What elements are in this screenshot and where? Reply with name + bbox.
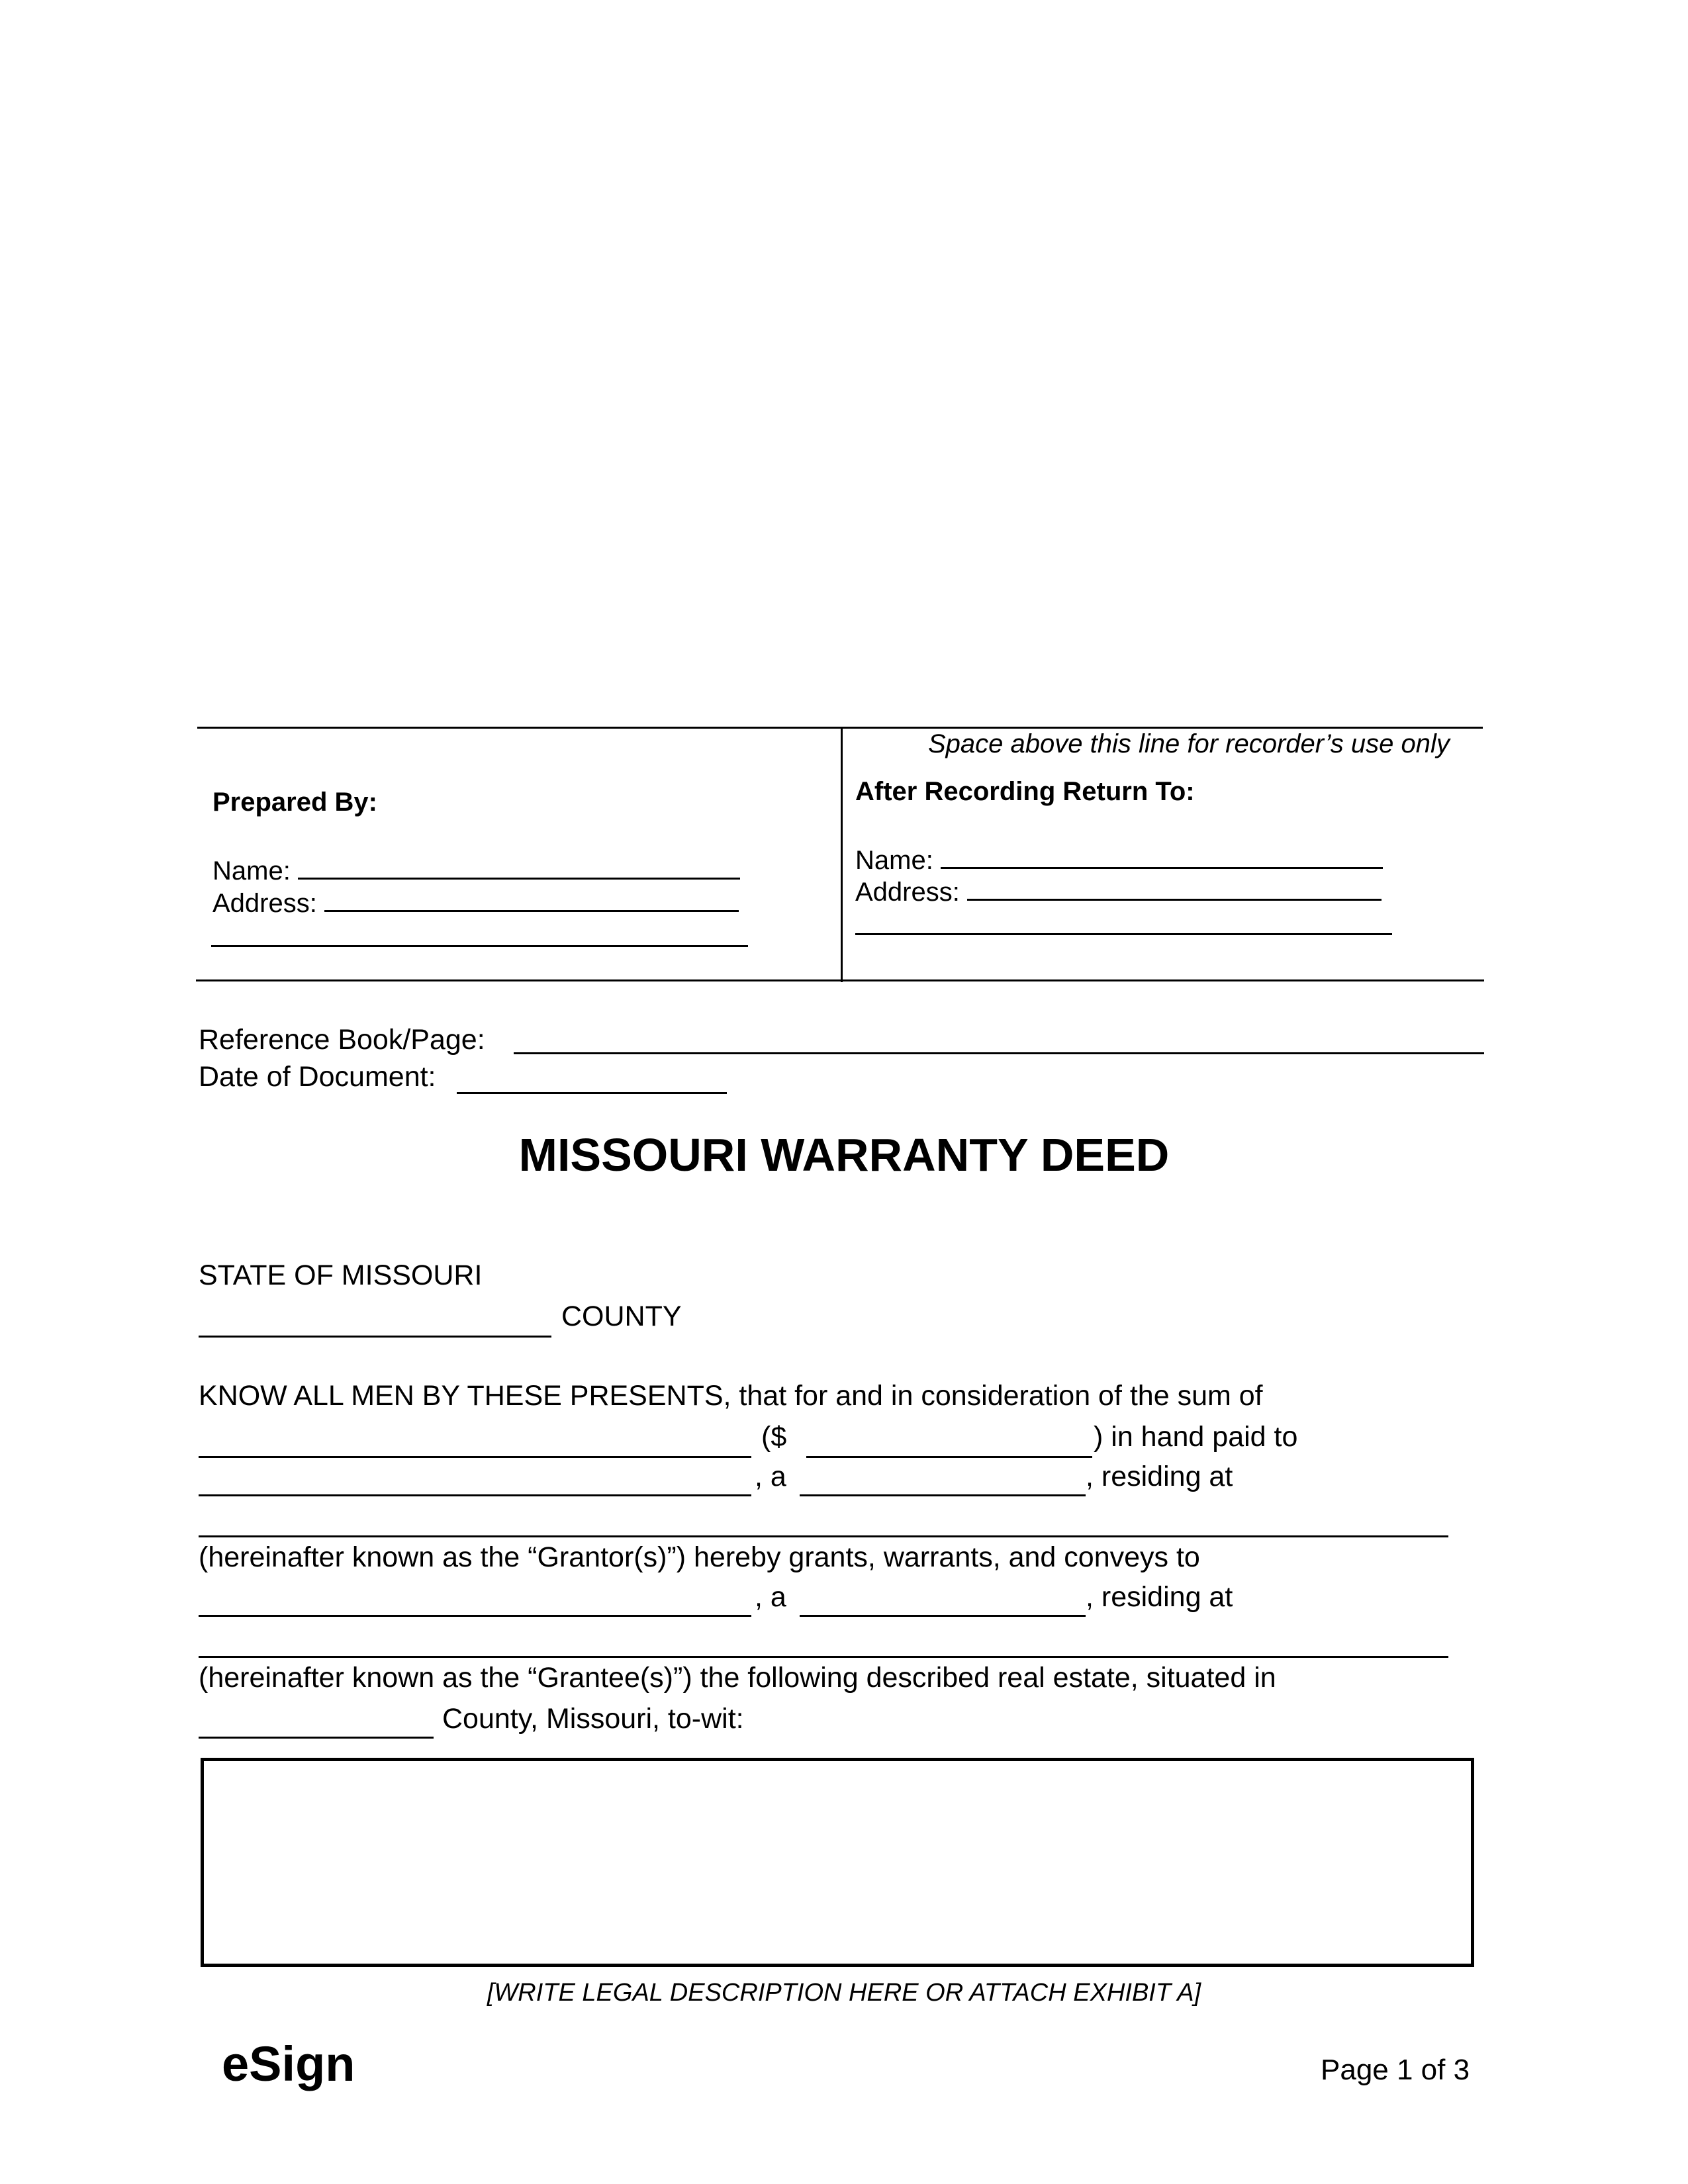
legal-description-caption: [WRITE LEGAL DESCRIPTION HERE OR ATTACH EXHIBIT A] (487, 1979, 1201, 2007)
return-to-name-row (855, 844, 1383, 874)
reference-book-page-label: Reference Book/Page: (199, 1024, 485, 1056)
prepared-by-title: Prepared By: (212, 788, 377, 817)
grantor-a-text: , a (755, 1461, 786, 1492)
grantee-marital-status-field[interactable] (800, 1615, 1086, 1617)
grantor-clause: (hereinafter known as the “Grantor(s)”) hereby grants, warrants, and conveys to (199, 1541, 1200, 1573)
prepared-by-address-line2[interactable] (211, 945, 748, 947)
consideration-amount-field[interactable] (806, 1456, 1092, 1458)
return-to-address-label: Address: (855, 878, 960, 907)
body-line-1: KNOW ALL MEN BY THESE PRESENTS, that for and in consideration of the sum of (199, 1380, 1263, 1412)
prepared-by-address-label: Address: (212, 889, 317, 918)
header-top-rule (197, 727, 1483, 729)
county-missouri-text: County, Missouri, to-wit: (442, 1703, 744, 1735)
county-field[interactable] (199, 1336, 551, 1338)
grantor-name-field[interactable] (199, 1494, 751, 1496)
state-name: STATE OF MISSOURI (199, 1259, 483, 1291)
grantor-address-field[interactable] (199, 1535, 1448, 1537)
grantee-residing-text: , residing at (1086, 1581, 1233, 1613)
header-divider (841, 727, 843, 982)
legal-description-box[interactable] (201, 1758, 1474, 1967)
grantor-residing-text: , residing at (1086, 1461, 1233, 1492)
in-hand-paid-text: ) in hand paid to (1094, 1421, 1298, 1453)
page-number: Page 1 of 3 (1321, 2054, 1470, 2086)
consideration-words-field[interactable] (199, 1456, 751, 1458)
return-to-name-label: Name: (855, 846, 933, 875)
recorder-note: Space above this line for recorder’s use only (928, 729, 1450, 758)
prepared-by-name-row (212, 855, 740, 884)
document-title: MISSOURI WARRANTY DEED (518, 1129, 1170, 1181)
return-to-title: After Recording Return To: (855, 777, 1195, 806)
grantee-a-text: , a (755, 1581, 786, 1613)
date-of-document-label: Date of Document: (199, 1061, 436, 1093)
date-of-document-field[interactable] (457, 1092, 727, 1094)
prepared-by-address-field[interactable] (324, 887, 739, 912)
esign-logo: eSign (222, 2036, 355, 2091)
prepared-by-name-field[interactable] (298, 855, 740, 880)
dollar-open: ($ (761, 1421, 787, 1453)
prepared-by-address-row (212, 887, 739, 917)
property-county-field[interactable] (199, 1737, 434, 1739)
return-to-address-line2[interactable] (855, 933, 1392, 935)
grantee-clause: (hereinafter known as the “Grantee(s)”) the following described real estate, situated in (199, 1662, 1276, 1694)
return-to-address-field[interactable] (967, 876, 1382, 901)
return-to-address-row (855, 876, 1382, 905)
header-bottom-rule (196, 979, 1484, 981)
return-to-name-field[interactable] (941, 844, 1383, 869)
county-label: COUNTY (561, 1300, 682, 1332)
reference-book-page-field[interactable] (514, 1052, 1484, 1054)
grantee-name-field[interactable] (199, 1615, 751, 1617)
grantee-address-field[interactable] (199, 1656, 1448, 1658)
grantor-marital-status-field[interactable] (800, 1494, 1086, 1496)
prepared-by-name-label: Name: (212, 856, 291, 886)
